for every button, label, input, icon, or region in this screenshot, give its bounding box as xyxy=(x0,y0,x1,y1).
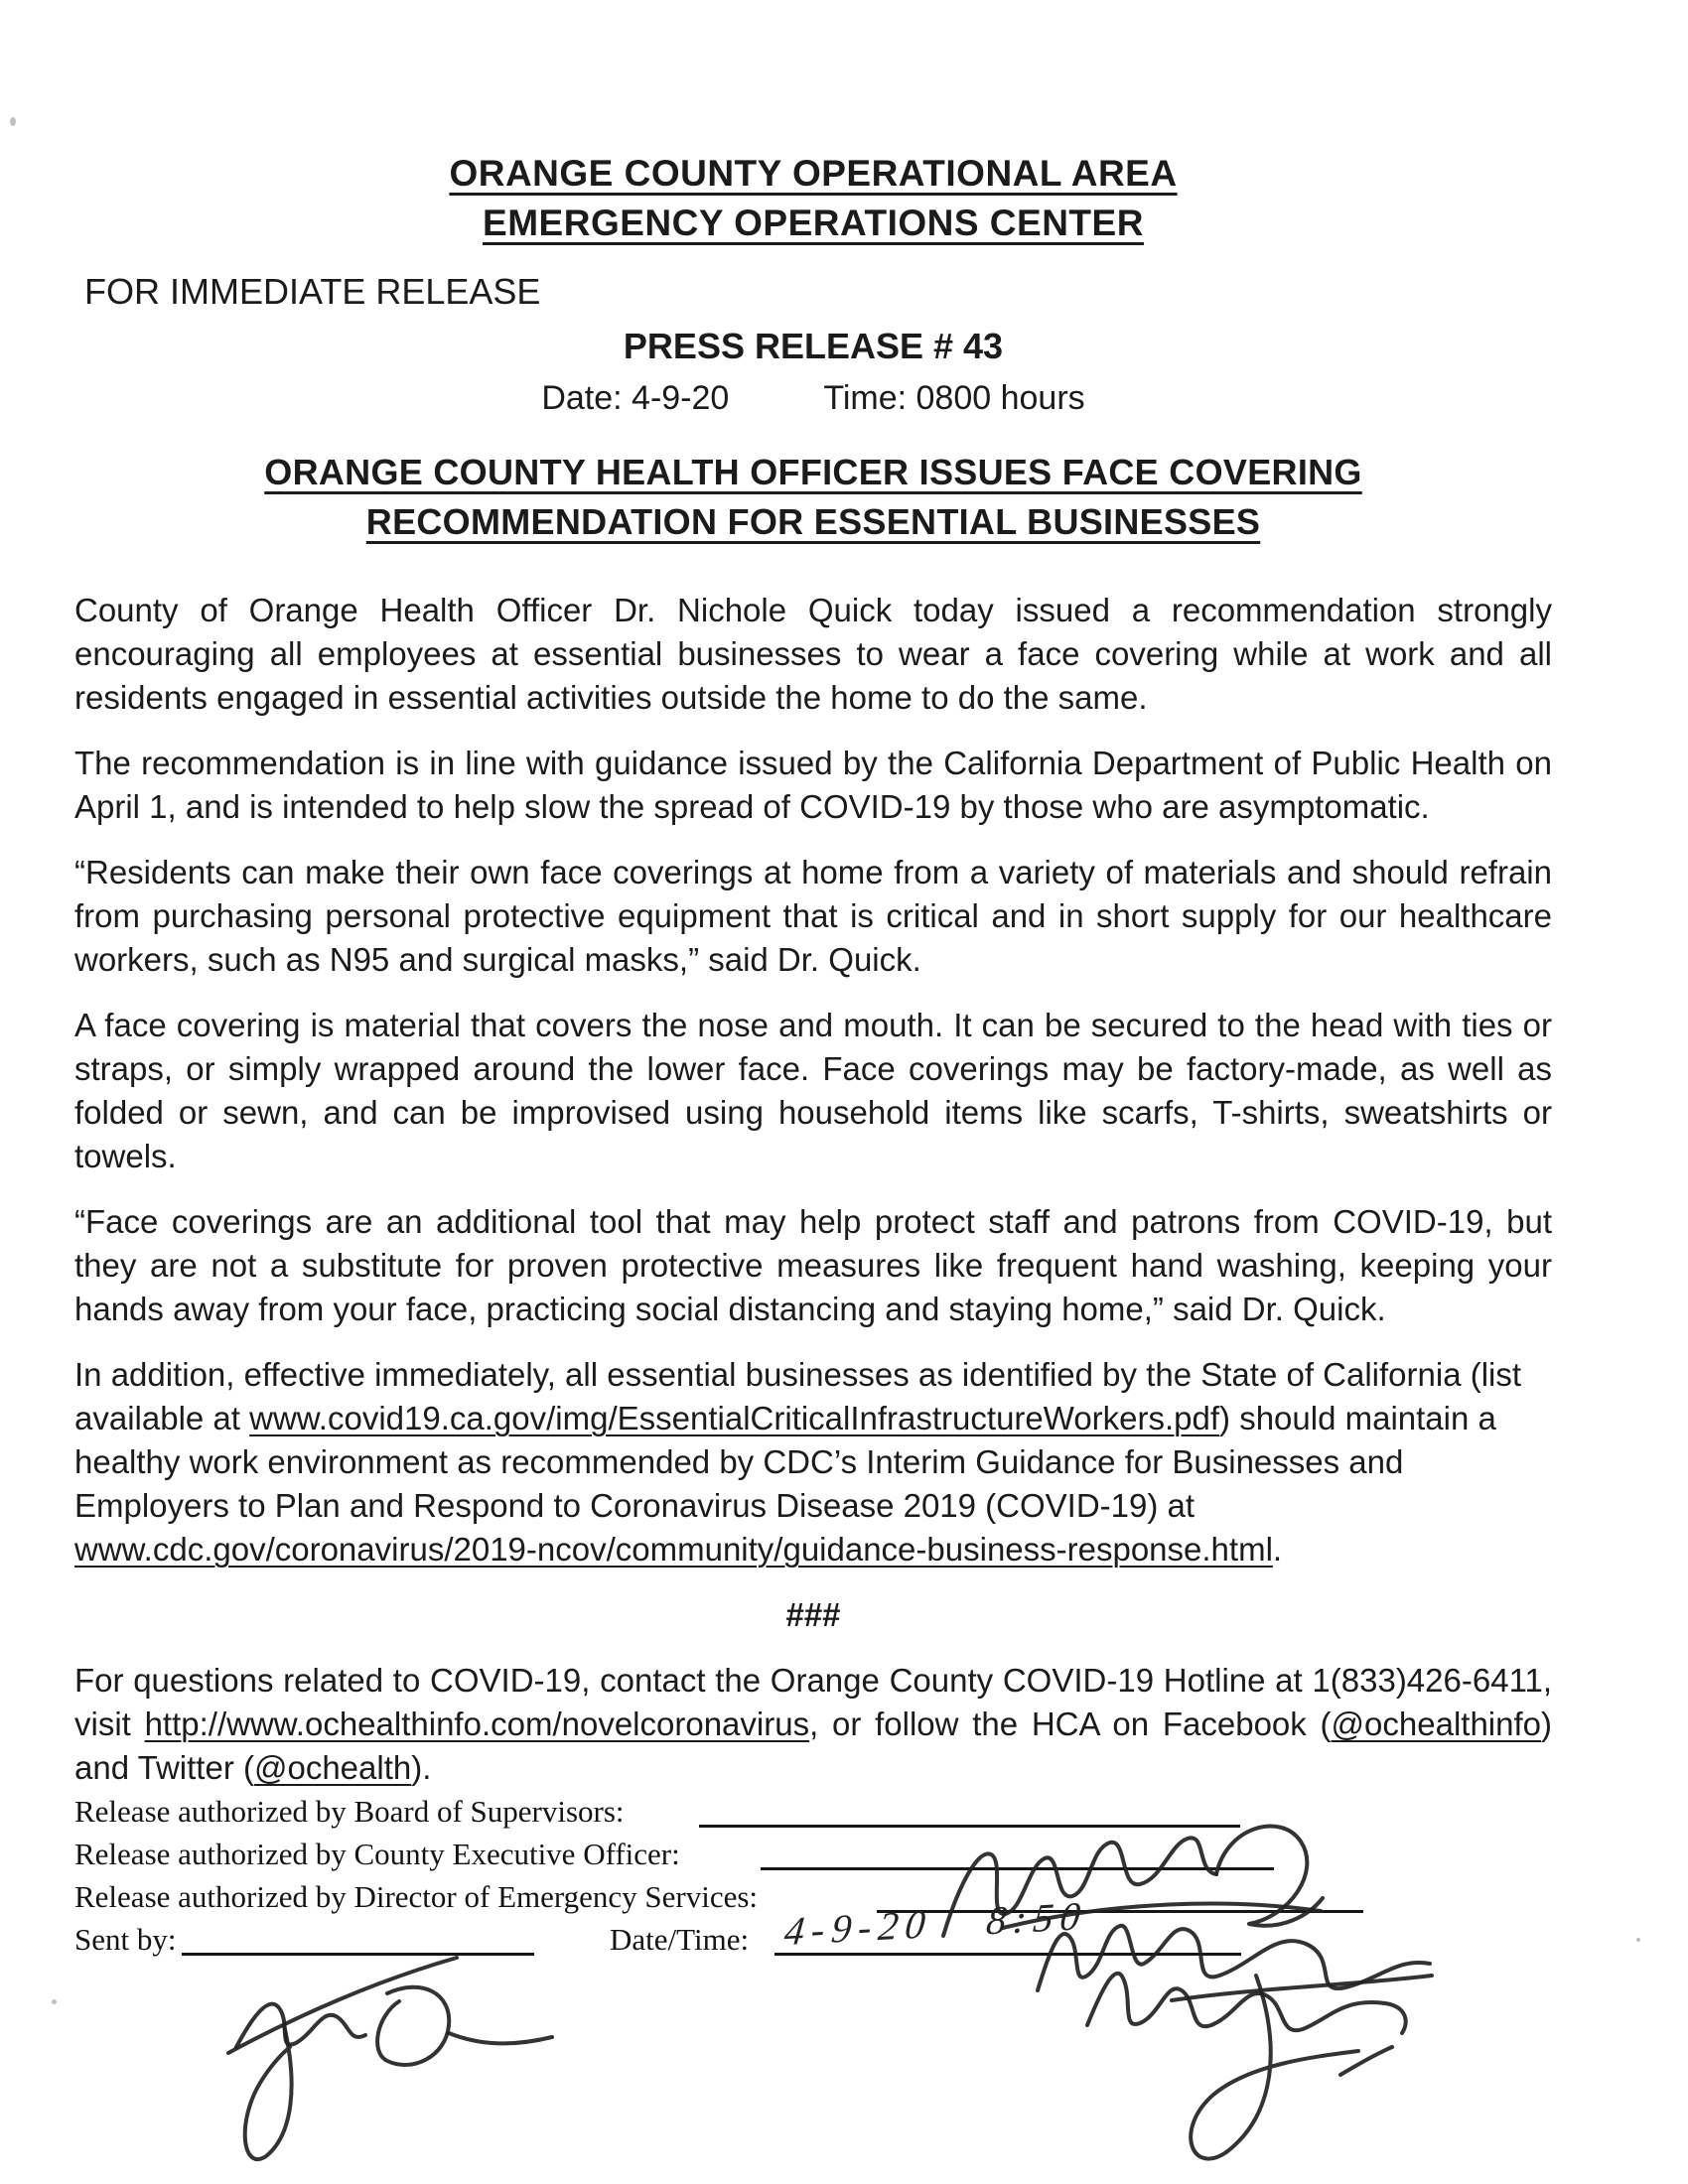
scan-speck xyxy=(1636,1938,1640,1942)
paragraph-2: The recommendation is in line with guidance issued by the California Department of Public Health on April 1, and is intended to help slow the spread of COVID-19 by those who are asymptomatic. xyxy=(74,745,1552,825)
auth-board-label: Release authorized by Board of Supervisors: xyxy=(74,1794,625,1829)
paragraph-1: County of Orange Health Officer Dr. Nichole Quick today issued a recommendation strongly encouraging all employees at essential businesses to wear a face covering while at work and all residents engaged in essential activities outside the home to do the same. xyxy=(74,592,1552,716)
document-header xyxy=(74,149,1552,547)
paragraph-5: “Face coverings are an additional tool that may help protect staff and patrons from COVID-19, but they are not a substitute for proven protective measures like frequent hand washing, keeping your hands away from your face, practicing social distancing and staying home,” said Dr. Quick. xyxy=(74,1203,1552,1327)
handwritten-datetime: 4-9-20 8:50 xyxy=(781,1892,1090,1955)
signature-line-datetime xyxy=(774,1953,1241,1956)
scan-speck xyxy=(10,117,16,126)
scan-speck xyxy=(52,1999,57,2004)
paragraph-7-text-pre: For questions related to COVID-19, contact the Orange County COVID-19 Hotline at 1(833)426-6411, visit xyxy=(74,1662,1552,1742)
press-release-number: PRESS RELEASE # 43 xyxy=(623,326,1004,366)
signature-director-emergency-services xyxy=(1087,1974,1406,2159)
end-marker: ### xyxy=(785,1596,841,1633)
signature-sent-by xyxy=(228,1958,552,2159)
release-status: FOR IMMEDIATE RELEASE xyxy=(84,271,541,312)
datetime-label: Date/Time: xyxy=(610,1922,750,1957)
authorization-block xyxy=(74,1790,1552,1961)
signature-line-sent-by xyxy=(182,1953,534,1956)
headline-line2 xyxy=(74,497,1552,547)
auth-row-ceo xyxy=(74,1833,1552,1875)
paragraph-7 xyxy=(74,1659,1552,1790)
paragraph-7-text-mid2: ) and Twitter ( xyxy=(74,1706,1553,1786)
paragraph-6-text-pre: In addition, effective immediately, all essential businesses as identified by the State of California (list available at xyxy=(74,1356,1522,1436)
sent-by-label: Sent by: xyxy=(74,1922,177,1957)
paragraph-6-text-post: . xyxy=(1272,1531,1283,1568)
signature-line-board xyxy=(699,1825,1240,1828)
org-title xyxy=(74,149,1552,248)
time-value: Time: 0800 hours xyxy=(823,379,1085,417)
document-body xyxy=(74,589,1552,1961)
org-title-line2-text: EMERGENCY OPERATIONS CENTER xyxy=(483,203,1144,243)
headline-line1-text: ORANGE COUNTY HEALTH OFFICER ISSUES FACE COVERING xyxy=(264,452,1362,492)
link-facebook-handle: @ochealthinfo xyxy=(1331,1706,1542,1742)
headline xyxy=(74,448,1552,547)
link-ochealthinfo: http://www.ochealthinfo.com/novelcoronavirus xyxy=(144,1706,810,1742)
headline-line1 xyxy=(74,448,1552,497)
paragraph-7-text-post: ). xyxy=(411,1749,432,1786)
paragraph-4: A face covering is material that covers the nose and mouth. It can be secured to the head with ties or straps, or simply wrapped around the lower face. Face coverings may be factory-made, as well as folded or sewn, and can be improvised using household items like scarfs, T-shirts, sweatshirts or towels. xyxy=(74,1007,1552,1174)
paragraph-6 xyxy=(74,1353,1552,1571)
headline-line2-text: RECOMMENDATION FOR ESSENTIAL BUSINESSES xyxy=(365,501,1261,542)
org-title-line1-text: ORANGE COUNTY OPERATIONAL AREA xyxy=(449,153,1178,194)
paragraph-7-text-mid1: , or follow the HCA on Facebook ( xyxy=(809,1706,1332,1742)
link-essential-workers-pdf: www.covid19.ca.gov/img/EssentialCriticalInfrastructureWorkers.pdf xyxy=(249,1400,1220,1436)
link-cdc-business-guidance: www.cdc.gov/coronavirus/2019-ncov/community/guidance-business-response.html xyxy=(74,1531,1273,1568)
org-title-line2 xyxy=(74,199,1552,248)
auth-director-label: Release authorized by Director of Emergency Services: xyxy=(74,1879,759,1914)
auth-row-board xyxy=(74,1790,1552,1833)
org-title-line1 xyxy=(74,149,1552,199)
dateline xyxy=(74,376,1552,420)
paragraph-3: “Residents can make their own face coverings at home from a variety of materials and should refrain from purchasing personal protective equipment that is critical and in short supply for our healthcare workers, such as N95 and surgical masks,” said Dr. Quick. xyxy=(74,854,1552,978)
auth-ceo-label: Release authorized by County Executive Officer: xyxy=(74,1837,680,1871)
date-value: Date: 4-9-20 xyxy=(541,379,730,417)
signature-line-ceo xyxy=(761,1867,1274,1870)
paragraph-6-text-mid: ) should maintain a healthy work environment as recommended by CDC’s Interim Guidance for Businesses and Employers to Plan and Respond to Coronavirus Disease 2019 (COVID-19) at xyxy=(74,1400,1496,1524)
link-twitter-handle: @ochealth xyxy=(253,1749,412,1786)
